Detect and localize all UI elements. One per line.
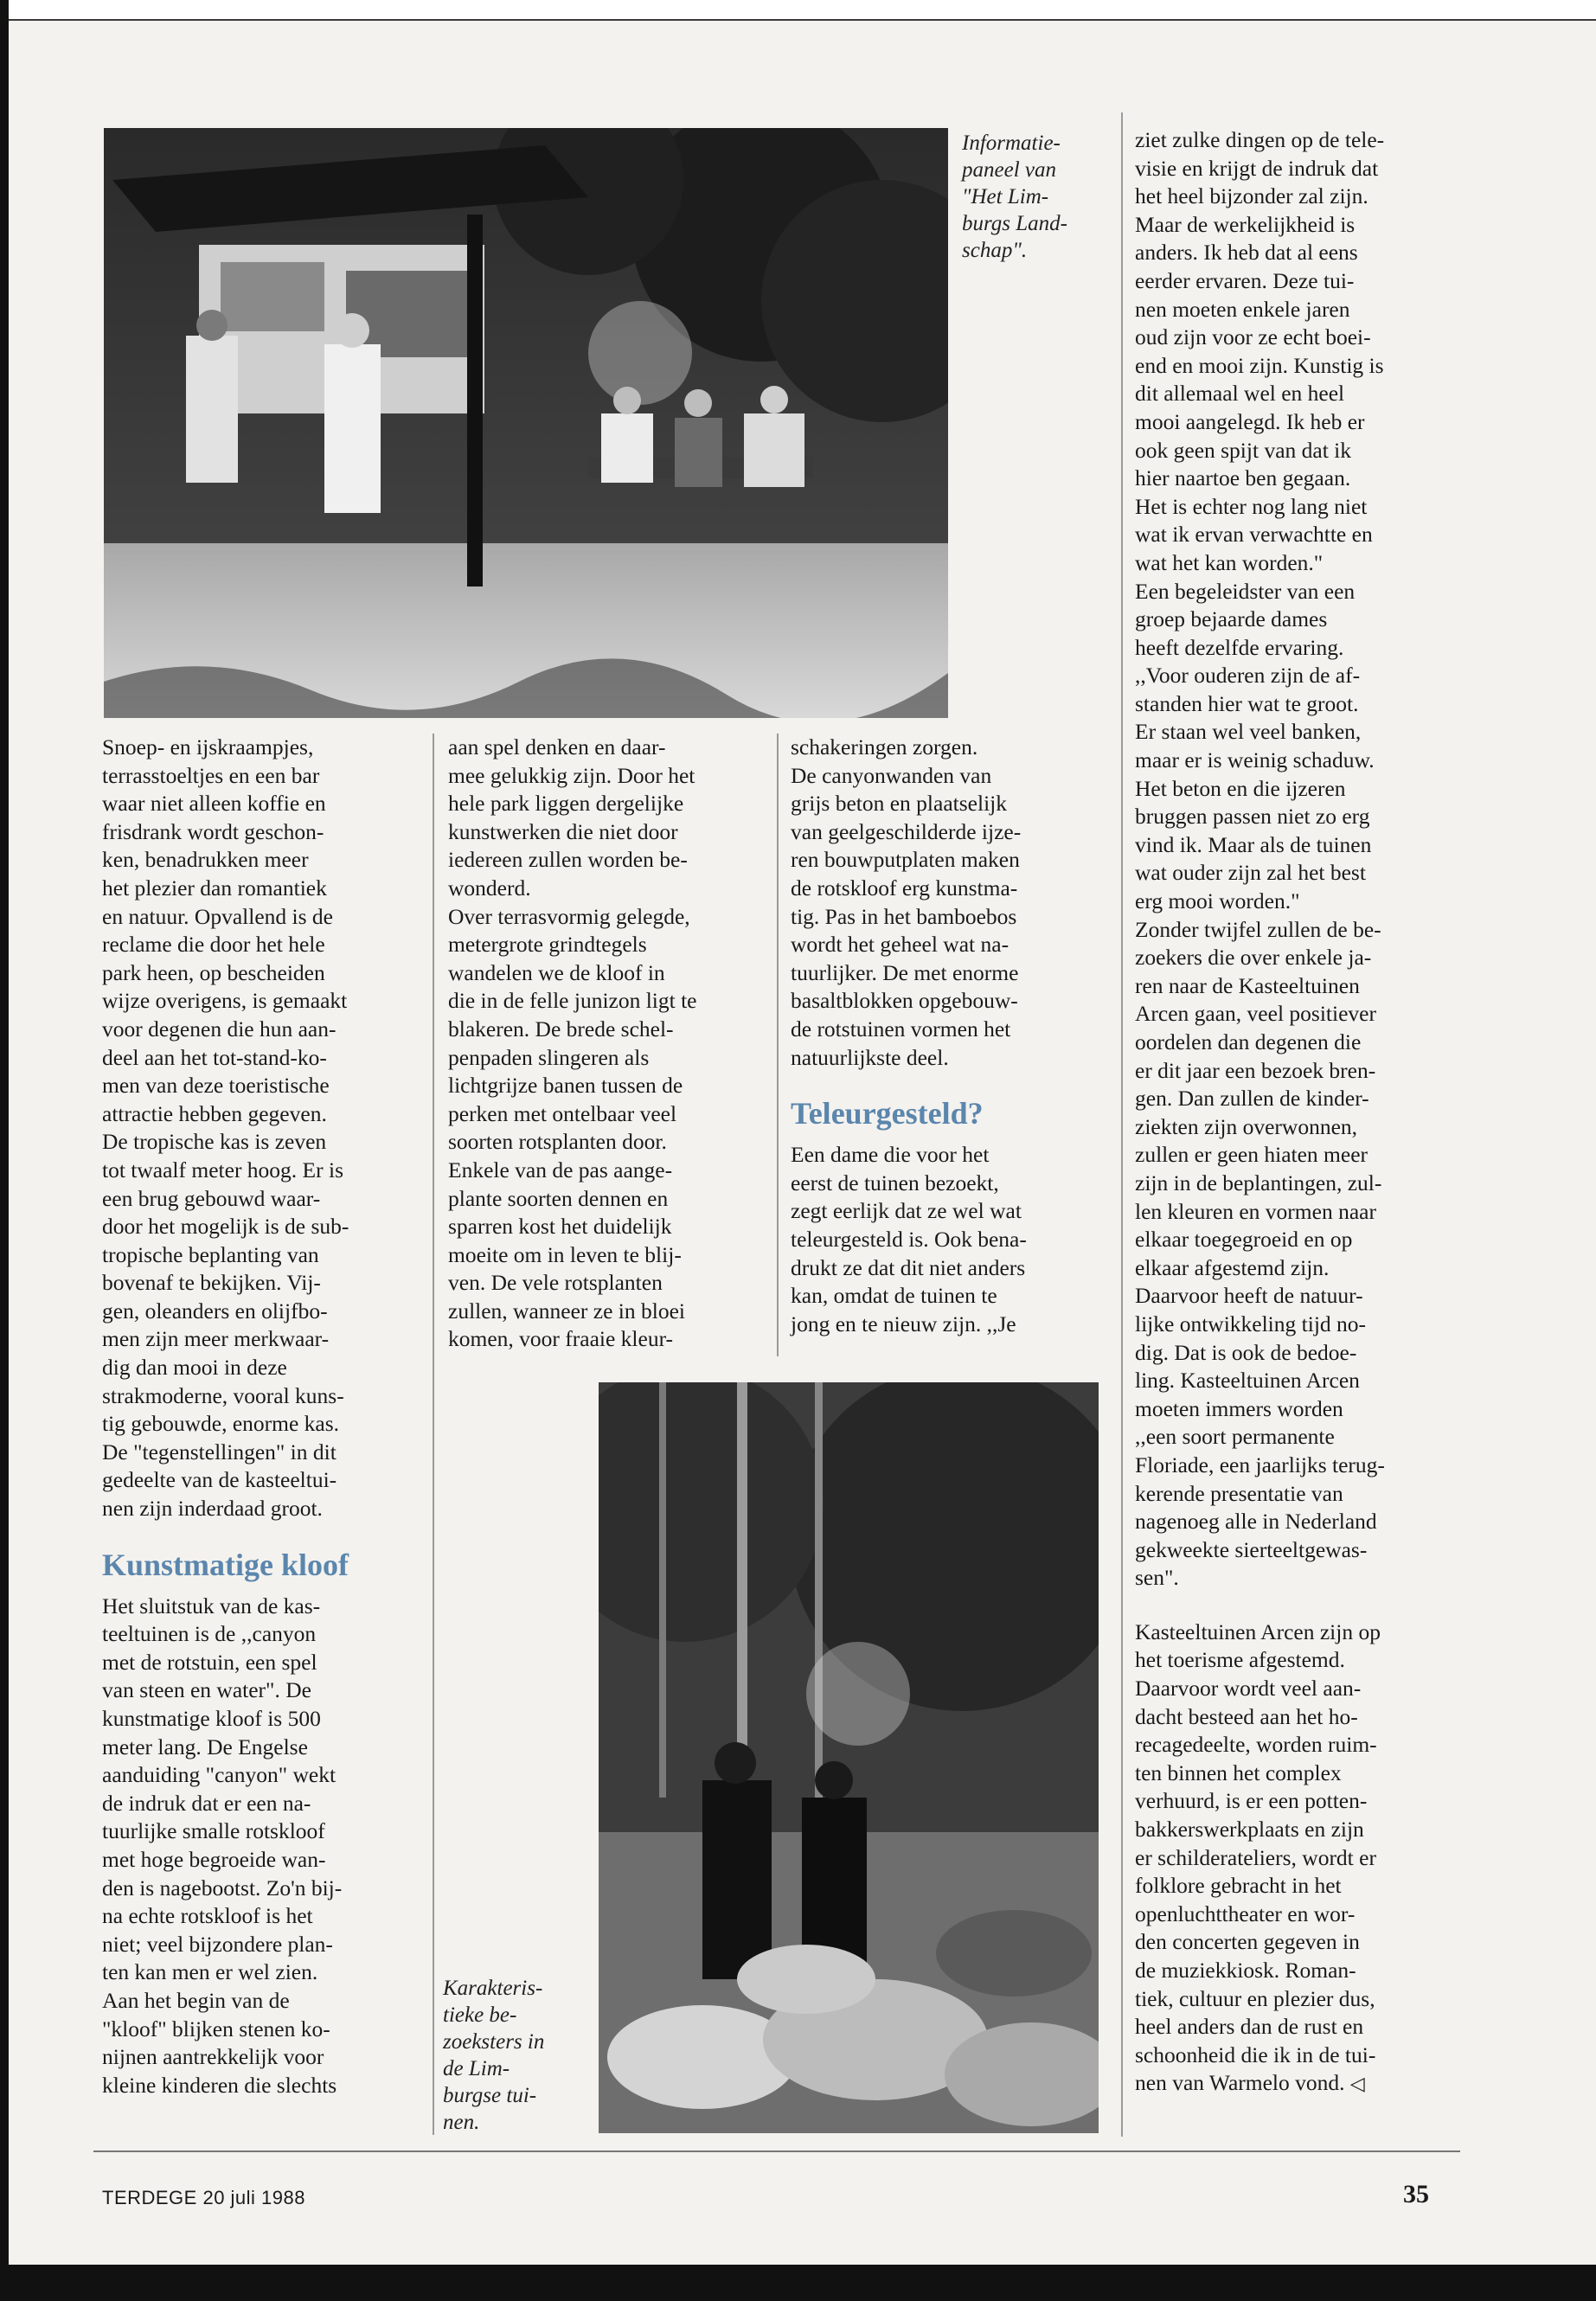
column-4-paragraph-2 bbox=[1135, 1618, 1446, 2099]
photo-information-panel-image bbox=[104, 128, 948, 718]
column-3-paragraph-2: Een dame die voor het eerst de tuinen bezoekt, zegt eerlijk dat ze wel wat teleurgesteld is. Ook bena- drukt ze dat dit niet anders kan, omdat de tuinen te jong en te nieuw zijn. ,,Je bbox=[791, 1142, 1027, 1336]
column-4-paragraph-2-text: Kasteeltuinen Arcen zijn op het toerisme afgestemd. Daarvoor wordt veel aan- dacht besteed aan het ho- recagedeelte, worden ruim- ten binnen het complex verhuurd, is er een potten- bakkerswerkplaats en zijn er schilderateliers, wordt er folklore gebracht in het openluchttheater en wor- den concerten gegeven in de muziekkiosk. Roman- tiek, cultuur en plezier dus, heel anders dan de rust en schoonheid die ik in de tui- nen van Warmelo vond. bbox=[1135, 1618, 1381, 2096]
column-divider-2 bbox=[777, 734, 779, 1356]
column-divider-1 bbox=[433, 734, 434, 2135]
caption-information-panel: Informatie- paneel van "Het Lim- burgs Land- schap". bbox=[962, 131, 1068, 262]
column-divider-3 bbox=[1121, 112, 1123, 2137]
page-number: 35 bbox=[1403, 2180, 1429, 2208]
end-of-article-icon: ◁ bbox=[1349, 2073, 1365, 2096]
column-3-paragraph-1: schakeringen zorgen. De canyonwanden van grijs beton en plaatselijk van geelgeschilderde ijze- ren bouwputplaten maken de rotskloof erg kunstma- tig. Pas in het bamboebos wordt het geheel wat na- tuurlijker. De met enorme basaltblokken opgebouw- de rotstuinen vormen het natuurlijkste deel. bbox=[791, 734, 1022, 1070]
column-3 bbox=[791, 734, 1111, 1338]
footer-publication: TERDEGE 20 juli 1988 bbox=[102, 2187, 305, 2208]
subhead-kunstmatige-kloof: Kunstmatige kloof bbox=[102, 1547, 349, 1582]
scan-edge-bottom bbox=[0, 2265, 1596, 2301]
column-4-paragraph-1: ziet zulke dingen op de tele- visie en krijgt de indruk dat het heel bijzonder zal zijn. Maar de werkelijkheid is anders. Ik heb dat al eens eerder ervaren. Deze tui- nen moeten enkele jaren oud zijn voor ze echt boei- end en mooi zijn. Kunstig is dit allemaal wel en heel mooi aangelegd. Ik heb er ook geen spijt van dat ik hier naartoe ben gegaan. Het is echter nog lang niet wat ik ervan verwachtte en wat het kan worden." Een begeleidster van een groep bejaarde dames heeft dezelfde ervaring. ,,Voor ouderen zijn de af- standen hier wat te groot. Er staan wel veel banken, maar er is weinig schaduw. Het beton en die ijzeren bruggen passen niet zo erg vind ik. Maar als de tuinen wat ouder zijn zal het best erg mooi worden." Zonder twijfel zullen de be- zoekers die over enkele ja- ren naar de Kasteeltuinen Arcen gaan, veel positiever oordelen dan degenen die er dit jaar een bezoek bren- gen. Dan zullen de kinder- ziekten zijn overwonnen, zullen er geen hiaten meer zijn in de beplantingen, zul- len kleuren en vormen naar elkaar toegegroeid en op elkaar afgestemd zijn. Daarvoor heeft de natuur- lijke ontwikkeling tijd no- dig. Dat is ook de bedoe- ling. Kasteeltuinen Arcen moeten immers worden ,,een soort permanente Floriade, een jaarlijks terug- kerende presentatie van nagenoeg alle in Nederland gekweekte sierteeltgewas- sen". bbox=[1135, 127, 1385, 1591]
caption-visitors: Karakteris- tieke be- zoeksters in de Lim- burgse tui- nen. bbox=[443, 1977, 545, 2134]
column-2 bbox=[448, 734, 768, 1354]
photo-visitors bbox=[599, 1382, 1099, 2133]
subhead-teleurgesteld: Teleurgesteld? bbox=[791, 1096, 984, 1131]
scan-edge-top bbox=[0, 0, 1596, 21]
column-1 bbox=[102, 734, 431, 2099]
column-4 bbox=[1135, 126, 1446, 2099]
column-1-paragraph-1: Snoep- en ijskraampjes, terrasstoeltjes en een bar waar niet alleen koffie en frisdrank wordt geschon- ken, benadrukken meer het plezier dan romantiek en natuur. Opvallend is de reclame die door het hele park heen, op bescheiden wijze overigens, is gemaakt voor degenen die hun aan- deel aan het tot-stand-ko- men van deze toeristische attractie hebben gegeven. De tropische kas is zeven tot twaalf meter hoog. Er is een brug gebouwd waar- door het mogelijk is de sub- tropische beplanting van bovenaf te bekijken. Vij- gen, oleanders en olijfbo- men zijn meer merkwaar- dig dan mooi in deze strakmoderne, vooral kuns- tig gebouwde, enorme kas. De "tegenstellingen" in dit gedeelte van de kasteeltui- nen zijn inderdaad groot. bbox=[102, 734, 349, 1522]
photo-visitors-image bbox=[599, 1382, 1099, 2133]
footer-rule bbox=[93, 2150, 1460, 2152]
scan-edge-left bbox=[0, 0, 9, 2301]
photo-information-panel bbox=[104, 128, 948, 718]
column-2-paragraph-1: aan spel denken en daar- mee gelukkig zijn. Door het hele park liggen dergelijke kunstwerken die niet door iedereen zullen worden be- wonderd. Over terrasvormig gelegde, metergrote grindtegels wandelen we de kloof in die in de felle junizon ligt te blakeren. De brede schel- penpaden slingeren als lichtgrijze banen tussen de perken met ontelbaar veel soorten rotsplanten door. Enkele van de pas aange- plante soorten dennen en sparren kost het duidelijk moeite om in leven te blij- ven. De vele rotsplanten zullen, wanneer ze in bloei komen, voor fraaie kleur- bbox=[448, 734, 697, 1352]
column-1-paragraph-2: Het sluitstuk van de kas- teeltuinen is de ,,canyon met de rotstuin, een spel van steen en water". De kunstmatige kloof is 500 meter lang. De Engelse aanduiding "canyon" wekt de indruk dat er een na- tuurlijke smalle rotskloof met hoge begroeide wan- den is nagebootst. Zo'n bij- na echte rotskloof is het niet; veel bijzondere plan- ten kan men er wel zien. Aan het begin van de "kloof" blijken stenen ko- nijnen aantrekkelijk voor kleine kinderen die slechts bbox=[102, 1593, 343, 2098]
